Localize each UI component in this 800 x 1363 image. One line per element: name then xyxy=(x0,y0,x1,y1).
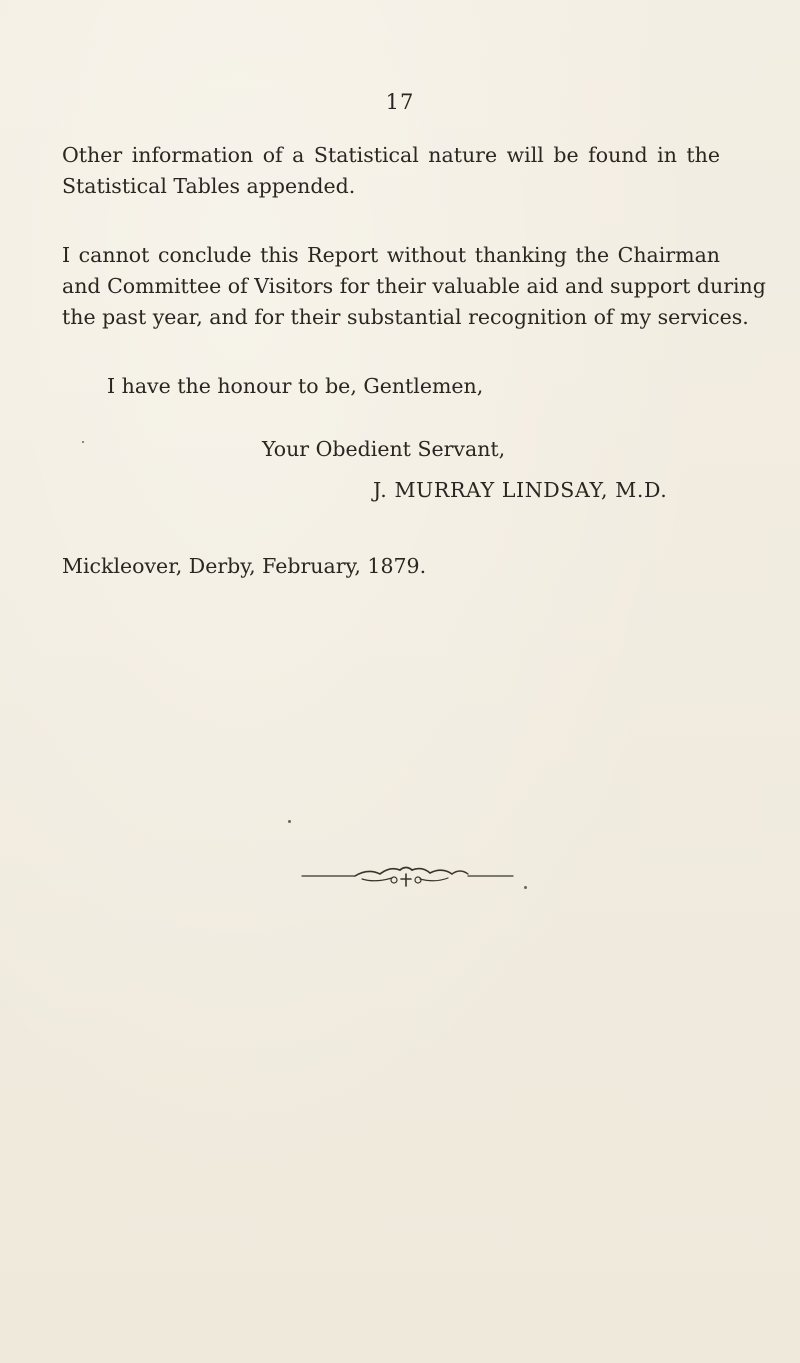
paragraph-acknowledgement xyxy=(62,240,766,333)
fleuron-divider-icon xyxy=(300,862,515,888)
paragraph-line: Statistical Tables appended. xyxy=(62,174,356,198)
closing-salutation: I have the honour to be, Gentlemen, xyxy=(107,374,484,398)
paragraph-line: I cannot conclude this Report without thanking the Chairman xyxy=(62,243,720,267)
closing-servant: Your Obedient Servant, xyxy=(262,437,506,461)
paragraph-line: and Committee of Visitors for their valuable aid and support during xyxy=(62,274,766,298)
place-date: Mickleover, Derby, February, 1879. xyxy=(62,554,427,578)
paragraph-line: Other information of a Statistical nature will be found in the xyxy=(62,143,720,167)
paragraph-line: the past year, and for their substantial recognition of my services. xyxy=(62,305,749,329)
signature: J. MURRAY LINDSAY, M.D. xyxy=(373,478,668,502)
paper-speck xyxy=(82,441,84,443)
page-number: 17 xyxy=(385,90,415,114)
paragraph-statistical-info xyxy=(62,140,720,202)
paper-speck xyxy=(288,820,291,823)
paper-speck xyxy=(524,886,527,889)
